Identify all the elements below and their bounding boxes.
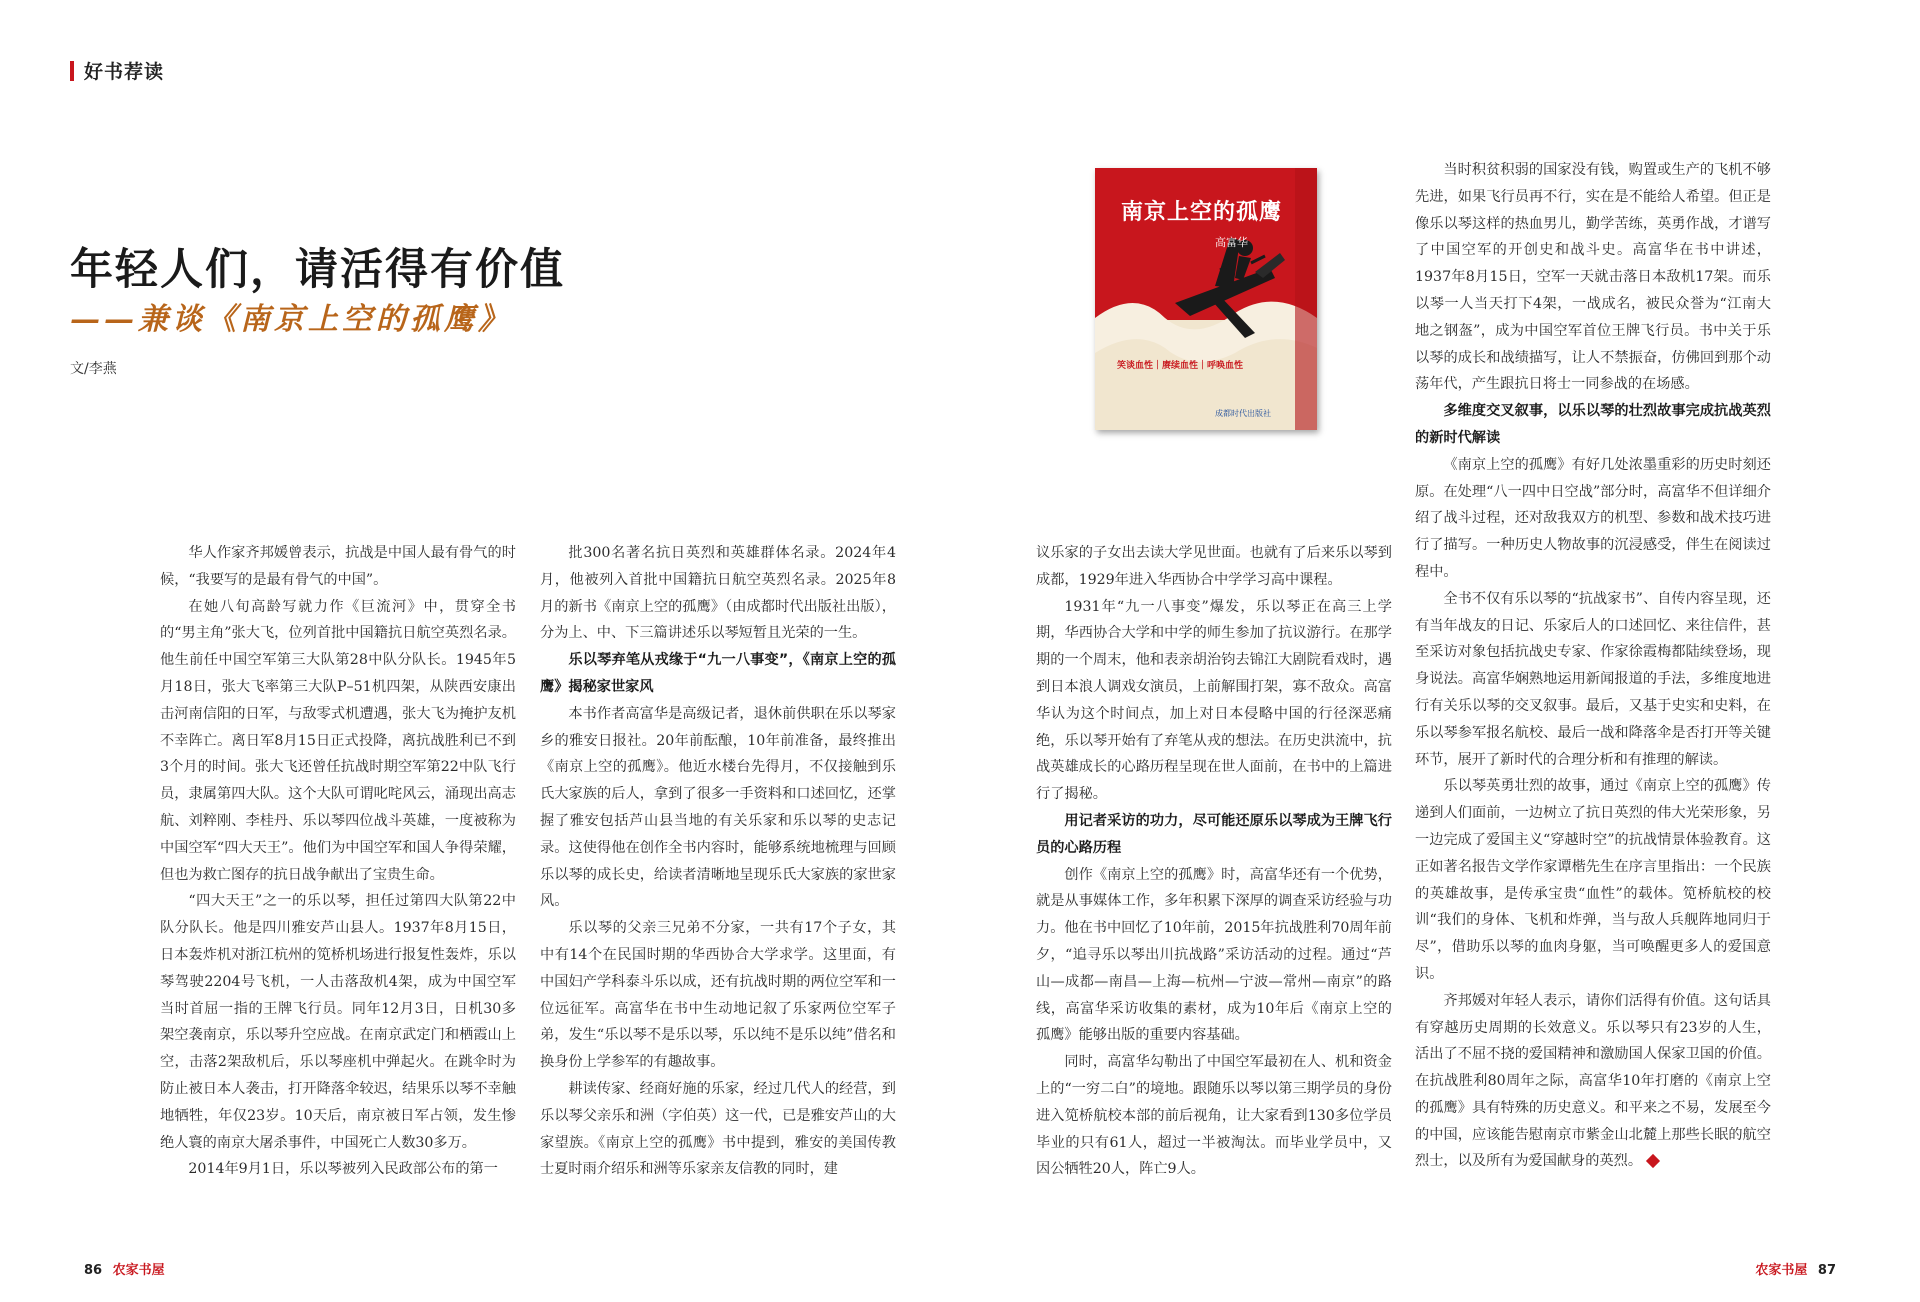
paragraph: 2014年9月1日，乐以琴被列入民政部公布的第一 (188, 1161, 498, 1178)
article-author: 文/李燕 (70, 361, 117, 377)
magazine-name-left: 农家书屋 (112, 1263, 165, 1278)
cover-publisher: 成都时代出版社 (1215, 409, 1271, 418)
paragraph: 议乐家的子女出去读大学见世面。也就有了后来乐以琴到成都，1929年进入华西协合中学学习高中课程。 (1036, 545, 1392, 588)
paragraph: 批300名著名抗日英烈和英雄群体名录。2024年4月，他被列入首批中国籍抗日航空英烈名录。2025年8月的新书《南京上空的孤鹰》（由成都时代出版社出版），分为上、中、下三篇讲述乐以琴短暂且光荣的一生。 (540, 545, 896, 642)
section-heading: 乐以琴弃笔从戎缘于“九一八事变”，《南京上空的孤鹰》揭秘家世家风 (540, 652, 896, 695)
paragraph: 乐以琴英勇壮烈的故事，通过《南京上空的孤鹰》传递到人们面前，一边树立了抗日英烈的伟大光荣形象，另一边完成了爱国主义“穿越时空”的抗战情景体验教育。这正如著名报告文学作家谭楷先生在序言里指出：一个民族的英雄故事，是传承宝贵“血性”的载体。笕桥航校的校训“我们的身体、飞机和炸弹，当与敌人兵舰阵地同归于尽”，借助乐以琴的血肉身躯，当可唤醒更多人的爱国意识。 (1415, 778, 1771, 982)
paragraph: “四大天王”之一的乐以琴，担任过第四大队第22中队分队长。他是四川雅安芦山县人。1937年8月15日，日本轰炸机对浙江杭州的笕桥机场进行报复性轰炸，乐以琴驾驶2204号飞机，一人击落敌机4架，成为中国空军当时首屈一指的王牌飞行员。同年12月3日，日机30多架空袭南京，乐以琴升空应战。在南京武定门和栖霞山上空，击落2架敌机后，乐以琴座机中弹起火。在跳伞时为防止被日本人袭击，打开降落伞较迟，结果乐以琴不幸触地牺牲，年仅23岁。10天后，南京被日军占领，发生惨绝人寰的南京大屠杀事件，中国死亡人数30多万。 (160, 893, 516, 1151)
cover-author: 高富华 (1215, 236, 1248, 249)
column-4 (1415, 157, 1771, 1175)
column-2 (540, 540, 896, 1183)
paragraph: 在她八旬高龄写就力作《巨流河》中，贯穿全书的“男主角”张大飞，位列首批中国籍抗日航空英烈名录。他生前任中国空军第三大队第28中队分队长。1945年5月18日，张大飞率第三大队P–51机四架，从陕西安康出击河南信阳的日军，与敌零式机遭遇，张大飞为掩护友机不幸阵亡。离日军8月15日正式投降，离抗战胜利已不到3个月的时间。张大飞还曾任抗战时期空军第22中队飞行员，隶属第四大队。这个大队可谓叱咤风云，涌现出高志航、刘粹刚、李桂丹、乐以琴四位战斗英雄，一度被称为中国空军“四大天王”。他们为中国空军和国人争得荣耀，但也为救亡图存的抗日战争献出了宝贵生命。 (160, 598, 516, 883)
end-mark-icon (1646, 1154, 1660, 1168)
paragraph: 华人作家齐邦媛曾表示，抗战是中国人最有骨气的时候，“我要写的是最有骨气的中国”。 (160, 545, 516, 588)
article-title: 年轻人们，请活得有价值 (70, 245, 565, 295)
section-heading: 多维度交叉叙事，以乐以琴的壮烈故事完成抗战英烈的新时代解读 (1415, 403, 1771, 446)
paragraph: 耕读传家、经商好施的乐家，经过几代人的经营，到乐以琴父亲乐和洲（字伯英）这一代，已是雅安芦山的大家望族。《南京上空的孤鹰》书中提到，雅安的美国传教士夏时雨介绍乐和洲等乐家亲友信教的同时，建 (540, 1080, 896, 1178)
footer-left (84, 1259, 171, 1278)
paragraph: 当时积贫积弱的国家没有钱，购置或生产的飞机不够先进，如果飞行员再不行，实在是不能给人希望。但正是像乐以琴这样的热血男儿，勤学苦练，英勇作战，才谱写了中国空军的开创史和战斗史。高富华在书中讲述，1937年8月15日，空军一天就击落日本敌机17架。而乐以琴一人当天打下4架，一战成名，被民众誉为“江南大地之钢盔”，成为中国空军首位王牌飞行员。书中关于乐以琴的成长和战绩描写，让人不禁振奋，仿佛回到那个动荡年代，产生跟抗日将士一同参战的在场感。 (1415, 162, 1771, 393)
cover-spine-shade (1295, 168, 1317, 430)
page-number-right: 87 (1817, 1263, 1836, 1278)
book-cover-image (1095, 168, 1317, 430)
column-3 (1036, 540, 1392, 1183)
cover-title: 南京上空的孤鹰 (1121, 200, 1283, 225)
section-bar (70, 61, 74, 81)
paragraph: 全书不仅有乐以琴的“抗战家书”、自传内容呈现，还有当年战友的日记、乐家后人的口述回忆、来往信件，甚至采访对象包括抗战史专家、作家徐霞梅都陆续登场，现身说法。高富华娴熟地运用新闻报道的手法，多维度地进行有关乐以琴的交叉叙事。最后，又基于史实和史料，在乐以琴参军报名航校、最后一战和降落伞是否打开等关键环节，展开了新时代的合理分析和有推理的解读。 (1415, 590, 1771, 768)
paragraph: 1931年“九一八事变”爆发，乐以琴正在高三上学期，华西协合大学和中学的师生参加了抗议游行。在那学期的一个周末，他和表亲胡治钧去锦江大剧院看戏时，遇到日本浪人调戏女演员，上前解围打架，寡不敌众。高富华认为这个时间点，加上对日本侵略中国的行径深恶痛绝，乐以琴开始有了弃笔从戎的想法。在历史洪流中，抗战英雄成长的心路历程呈现在世人面前，在书中的上篇进行了揭秘。 (1036, 598, 1392, 803)
article-subtitle: ——兼谈《南京上空的孤鹰》 (70, 302, 512, 337)
magazine-name-right: 农家书屋 (1755, 1263, 1808, 1278)
section-heading: 用记者采访的功力，尽可能还原乐以琴成为王牌飞行员的心路历程 (1036, 812, 1392, 856)
footer-right (1749, 1259, 1836, 1278)
paragraph: 本书作者高富华是高级记者，退休前供职在乐以琴家乡的雅安日报社。20年前酝酿，10年前准备，最终推出《南京上空的孤鹰》。他近水楼台先得月，不仅接触到乐氏大家族的后人，拿到了很多一手资料和口述回忆，还掌握了雅安包括芦山县当地的有关乐家和乐以琴的史志记录。这使得他在创作全书内容时，能够系统地梳理与回顾乐以琴的成长史，给读者清晰地呈现乐氏大家族的家世家风。 (540, 705, 896, 910)
section-label: 好书荐读 (84, 61, 165, 83)
section-tag (70, 57, 164, 84)
page-number-left: 86 (84, 1263, 103, 1278)
paragraph: 《南京上空的孤鹰》有好几处浓墨重彩的历史时刻还原。在处理“八一四中日空战”部分时，高富华不但详细介绍了战斗过程，还对敌我双方的机型、参数和战术技巧进行了描写。一种历史人物故事的沉浸感受，伴生在阅读过程中。 (1415, 456, 1771, 580)
paragraph: 创作《南京上空的孤鹰》时，高富华还有一个优势，就是从事媒体工作，多年积累下深厚的调查采访经验与功力。他在书中回忆了10年前，2015年抗战胜利70周年前夕，“追寻乐以琴出川抗战路”采访活动的过程。通过“芦山—成都—南昌—上海—杭州—宁波—常州—南京”的路线，高富华采访收集的素材，成为10年后《南京上空的孤鹰》能够出版的重要内容基础。 (1036, 866, 1392, 1044)
paragraph: 齐邦媛对年轻人表示，请你们活得有价值。这句话具有穿越历史周期的长效意义。乐以琴只有23岁的人生，活出了不屈不挠的爱国精神和激励国人保家卫国的价值。在抗战胜利80周年之际，高富华10年打磨的《南京上空的孤鹰》具有特殊的历史意义。和平来之不易，发展至今的中国，应该能告慰南京市紫金山北麓上那些长眠的航空烈士，以及所有为爱国献身的英烈。 (1415, 992, 1771, 1170)
cover-tagline: 笑谈血性｜赓续血性｜呼唤血性 (1117, 361, 1244, 371)
column-1 (160, 540, 516, 1183)
paragraph: 乐以琴的父亲三兄弟不分家，一共有17个子女，其中有14个在民国时期的华西协合大学求学。这里面，有中国妇产学科泰斗乐以成，还有抗战时期的两位空军和一位远征军。高富华在书中生动地记叙了乐家两位空军子弟，发生“乐以琴不是乐以琴，乐以纯不是乐以纯”借名和换身份上学参军的有趣故事。 (540, 920, 896, 1071)
paragraph: 同时，高富华勾勒出了中国空军最初在人、机和资金上的“一穷二白”的境地。跟随乐以琴以第三期学员的身份进入笕桥航校本部的前后视角，让大家看到130多位学员毕业的只有61人，超过一半被淘汰。而毕业学员中，又因公牺牲20人，阵亡9人。 (1036, 1054, 1392, 1178)
